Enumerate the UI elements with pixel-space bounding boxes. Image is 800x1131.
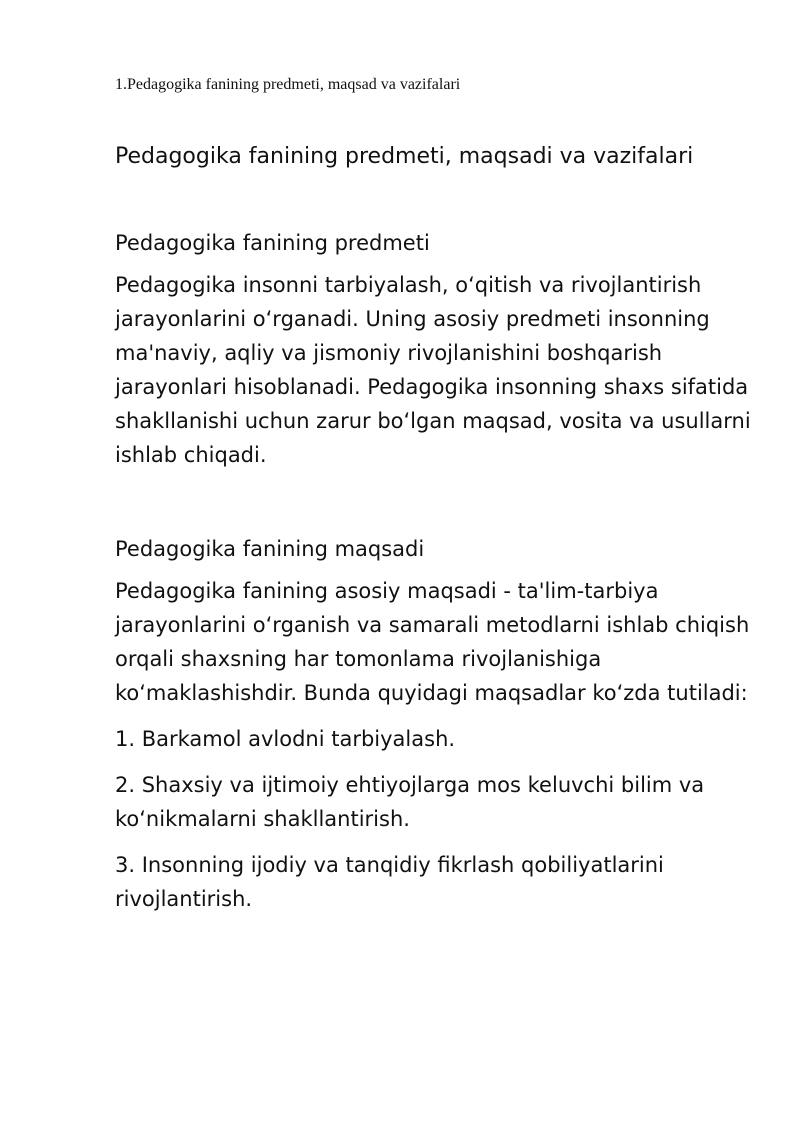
document-header-line: 1.Pedagogika fanining predmeti, maqsad va vazifalari — [115, 76, 461, 93]
list-item: 2. Shaxsiy va ijtimoiy ehtiyojlarga mos keluvchi bilim va koʻnikmalarni shakllantirish. — [115, 773, 705, 831]
section-heading-predmeti: Pedagogika fanining predmeti — [115, 231, 430, 255]
list-item: 3. Insonning ijodiy va tanqidiy fikrlash qobiliyatlarini rivojlantirish. — [115, 853, 664, 911]
document-content — [115, 140, 755, 928]
section-paragraph-maqsadi: Pedagogika fanining asosiy maqsadi - ta'lim-tarbiya jarayonlarini oʻrganish va samarali metodlarni ishlab chiqish orqali shaxsning har tomonlama rivojlanishiga koʻmaklashishdir. Bunda quyidagi maqsadlar koʻzda tutiladi: — [115, 579, 750, 705]
section-maqsadi — [115, 532, 755, 916]
section-heading-maqsadi: Pedagogika fanining maqsadi — [115, 537, 425, 561]
list-item: 1. Barkamol avlodni tarbiyalash. — [115, 727, 456, 751]
goals-list — [115, 722, 755, 916]
section-paragraph-predmeti: Pedagogika insonni tarbiyalash, oʻqitish va rivojlantirish jarayonlarini oʻrganadi. Uning asosiy predmeti insonning ma'naviy, aqliy va jismoniy rivojlanishini boshqarish jarayonlari hisoblanadi. Pedagogika insonning shaxs sifatida shakllanishi uchun zarur boʻlgan maqsad, vosita va usullarni ishlab chiqadi. — [115, 273, 751, 467]
section-spacer — [115, 484, 755, 532]
section-predmeti — [115, 226, 755, 472]
main-title: Pedagogika fanining predmeti, maqsadi va vazifalari — [115, 144, 694, 169]
